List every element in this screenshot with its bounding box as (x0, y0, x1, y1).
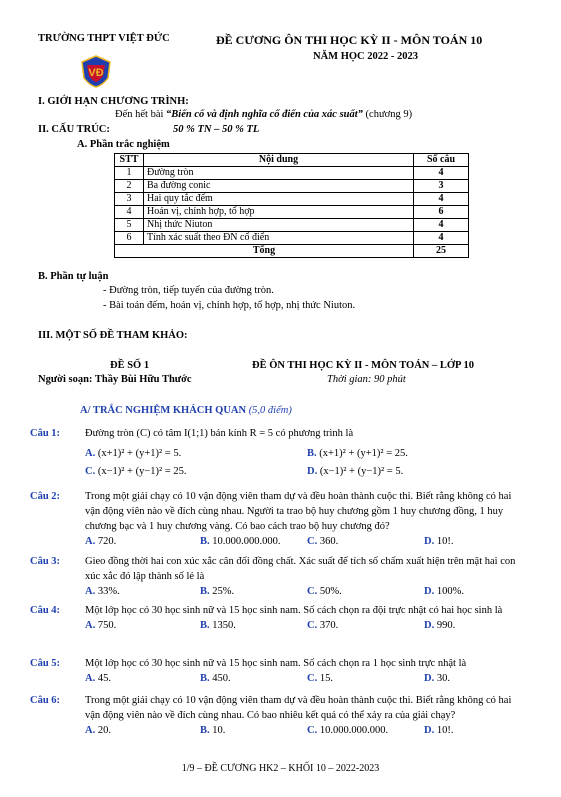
partA-heading: A. Phần trắc nghiệm (77, 139, 170, 150)
table-row: 3 Hai quy tắc đếm 4 (115, 193, 469, 206)
question-text: Đường tròn (C) có tâm I(1;1) bán kính R = 5 có phương trình là (85, 428, 354, 439)
table-header: Nội dung (144, 154, 414, 167)
partB-heading: B. Phần tự luận (38, 271, 109, 282)
page-footer: 1/9 – ĐỀ CƯƠNG HK2 – KHỐI 10 – 2022-2023 (181, 763, 380, 774)
question: Câu 5: Một lớp học có 30 học sinh nữ và 15 học sinh nam. Số cách chọn ra 1 học sinh trực nhật là A. 45. B. 450. C. 15. D. 30. (50, 656, 520, 686)
partB-item: - Bài toán đếm, hoán vị, chỉnh hợp, tổ hợp, nhị thức Niuton. (103, 300, 356, 311)
question-label: Câu 1: (30, 428, 61, 439)
table-row: 2 Ba đường conic 3 (115, 180, 469, 193)
question-text: Một lớp học có 30 học sinh nữ và 15 học sinh nam. Số cách chọn ra đội trực nhật có hai học sinh là (85, 605, 503, 616)
partB-item: - Đường tròn, tiếp tuyến của đường tròn. (103, 285, 274, 296)
section1-heading: I. GIỚI HẠN CHƯƠNG TRÌNH: (38, 96, 189, 107)
exam-title: ĐỀ ÔN THI HỌC KỲ II - MÔN TOÁN – LỚP 10 (252, 360, 474, 371)
question-text: Gieo đồng thời hai con xúc xắc cân đối đồng chất. Xác suất để tích số chấm xuất hiện trên mặt hai con xúc xắc đó lập thành số lẻ là (85, 556, 516, 582)
table-row: 1 Đường tròn 4 (115, 167, 469, 180)
school-name: TRƯỜNG THPT VIỆT ĐỨC (38, 33, 170, 44)
question-text: Trong một giải chạy có 10 vận động viên tham dự và đều hoàn thành cuộc thi. Biết rằng không có hai vận động viên nào về đích cùng nhau. Có bao nhiêu kết quả có thể xảy ra của giải chạy? (85, 695, 512, 721)
part-title: A/ TRẮC NGHIỆM KHÁCH QUAN (5,0 điểm) (80, 405, 292, 416)
logo-text: VĐ (88, 67, 104, 79)
table-total-row: Tổng 25 (115, 245, 469, 258)
question-text: Một lớp học có 30 học sinh nữ và 15 học sinh nam. Số cách chọn ra 1 học sinh trực nhật là (85, 658, 467, 669)
school-year: NĂM HỌC 2022 - 2023 (313, 51, 418, 62)
exam-time: Thời gian: 90 phút (327, 374, 406, 385)
content-table (114, 153, 469, 258)
table-row: 5 Nhị thức Niuton 4 (115, 219, 469, 232)
section2-heading: II. CẤU TRÚC: (38, 124, 110, 135)
question-text: Trong một giải chạy có 10 vận động viên tham dự và đều hoàn thành cuộc thi. Biết rằng không có hai vận động viên nào về đích cùng nhau. Người ta trao bộ huy chương gồm 1 huy chương đồng, 1 huy chương bạc và 1 huy chương vàng. Có bao cách trao bộ huy chương đó? (85, 491, 512, 532)
table-row: 6 Tính xác suất theo ĐN cổ điển 4 (115, 232, 469, 245)
table-row: 4 Hoán vị, chỉnh hợp, tổ hợp 6 (115, 206, 469, 219)
section2-ratio: 50 % TN – 50 % TL (173, 124, 260, 135)
document-title: ĐỀ CƯƠNG ÔN THI HỌC KỲ II - MÔN TOÁN 10 (216, 33, 483, 47)
table-header: STT (115, 154, 144, 167)
question: Câu 2: Trong một giải chạy có 10 vận động viên tham dự và đều hoàn thành cuộc thi. Biết rằng không có hai vận động viên nào về đích cùng nhau. Người ta trao bộ huy chương gồm 1 huy chương đồng, 1 huy chương bạc và 1 huy chương vàng. Có bao cách trao bộ huy chương đó? A. 720. B. 10.000.000.000. C. 360. D. 10!. (50, 489, 520, 549)
section3-heading: III. MỘT SỐ ĐỀ THAM KHẢO: (38, 330, 188, 341)
school-logo (79, 54, 113, 88)
question-label: Câu 6: (30, 695, 61, 706)
question-label: Câu 3: (30, 556, 61, 567)
question-label: Câu 4: (30, 605, 61, 616)
question-label: Câu 5: (30, 658, 61, 669)
question: Câu 4: Một lớp học có 30 học sinh nữ và 15 học sinh nam. Số cách chọn ra đội trực nhật có hai học sinh là A. 750. B. 1350. C. 370. D. 990. (50, 603, 520, 633)
section1-line: Đến hết bài “Biến cố và định nghĩa cổ điển của xác suất” (chương 9) (115, 109, 413, 120)
question: Câu 6: Trong một giải chạy có 10 vận động viên tham dự và đều hoàn thành cuộc thi. Biết rằng không có hai vận động viên nào về đích cùng nhau. Có bao nhiêu kết quả có thể xảy ra của giải chạy? A. 20. B. 10. C. 10.000.000.000. D. 10!. (50, 693, 520, 738)
question: Câu 1: Đường tròn (C) có tâm I(1;1) bán kính R = 5 có phương trình là A. (x+1)² + (y+1)² = 5. B. (x+1)² + (y+1)² = 25. C. (x−1)² + (y−1)² = 25. D. (x−1)² + (y−1)² = 5. (50, 426, 520, 479)
exam-number: ĐỀ SỐ 1 (110, 360, 150, 371)
table-header-row (115, 154, 469, 167)
table-header: Số câu (414, 154, 469, 167)
question: Câu 3: Gieo đồng thời hai con xúc xắc cân đối đồng chất. Xác suất để tích số chấm xuất hiện trên mặt hai con xúc xắc đó lập thành số lẻ là A. 33%. B. 25%. C. 50%. D. 100%. (50, 554, 520, 599)
exam-author: Người soạn: Thầy Bùi Hữu Thước (38, 374, 192, 385)
question-label: Câu 2: (30, 491, 61, 502)
